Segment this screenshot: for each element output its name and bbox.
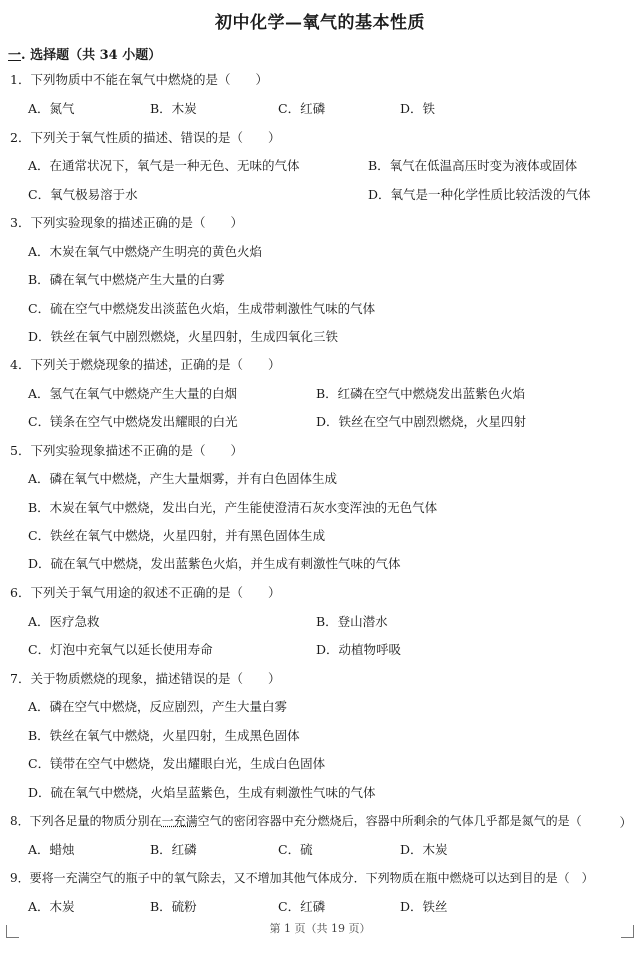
question-2-option-d: D．氧气是一种化学性质比较活泼的气体 — [368, 187, 591, 202]
question-5-option-c: C．铁丝在氧气中燃烧，火星四射，并有黑色固体生成 — [28, 528, 326, 543]
question-1-option-a: A．氮气 — [28, 101, 75, 116]
question-8-stem-underlined: 一充满 — [161, 814, 198, 828]
question-8-option-c: C．硫 — [278, 842, 313, 857]
section-heading — [8, 44, 161, 63]
question-2-stem: 2．下列关于氧气性质的描述、错误的是（ ） — [10, 130, 281, 145]
question-5-option-b: B．木炭在氧气中燃烧，发出白光，产生能使澄清石灰水变浑浊的无色气体 — [28, 500, 438, 515]
question-6-option-a: A．医疗急救 — [28, 614, 100, 629]
question-1-stem: 1．下列物质中不能在氧气中燃烧的是（ ） — [10, 72, 268, 87]
question-2-option-c: C．氧气极易溶于水 — [28, 187, 138, 202]
question-7-option-a: A．磷在空气中燃烧，反应剧烈，产生大量白雾 — [28, 699, 288, 714]
question-4-stem: 4．下列关于燃烧现象的描述，正确的是（ ） — [10, 357, 281, 372]
question-4-option-d: D．铁丝在空气中剧烈燃烧，火星四射 — [316, 414, 527, 429]
question-8-stem-end: ） — [619, 815, 632, 830]
question-2-option-b: B．氧气在低温高压时变为液体或固体 — [368, 158, 578, 173]
question-8-stem-part-a: 8．下列各足量的物质分别在 — [10, 814, 162, 828]
question-8-option-d: D．木炭 — [400, 842, 448, 857]
question-6-option-d: D．动植物呼吸 — [316, 642, 402, 657]
question-5-option-d: D．硫在氧气中燃烧，发出蓝紫色火焰，并生成有刺激性气味的气体 — [28, 556, 401, 571]
question-7-option-c: C．镁带在空气中燃烧，发出耀眼白光，生成白色固体 — [28, 756, 326, 771]
question-9-option-d: D．铁丝 — [400, 899, 448, 914]
question-3-option-b: B．磷在氧气中燃烧产生大量的白雾 — [28, 272, 225, 287]
question-8-stem-part-b: 空气的密闭容器中充分燃烧后，容器中所剩余的气体几乎都是氮气的是（ — [197, 814, 582, 828]
section-number: 一 — [8, 48, 22, 63]
question-4-option-c: C．镁条在空气中燃烧发出耀眼的白光 — [28, 414, 238, 429]
question-9-stem: 9．要将一充满空气的瓶子中的氧气除去，又不增加其他气体成分．下列物质在瓶中燃烧可以达到目的是（ ） — [10, 871, 594, 885]
question-6-stem: 6．下列关于氧气用途的叙述不正确的是（ ） — [10, 585, 281, 600]
question-8-option-a: A．蜡烛 — [28, 842, 75, 857]
question-7-stem: 7．关于物质燃烧的现象，描述错误的是（ ） — [10, 671, 281, 686]
question-3-stem: 3．下列实验现象的描述正确的是（ ） — [10, 215, 243, 230]
question-9-option-c: C．红磷 — [278, 899, 326, 914]
question-7-option-d: D．硫在氧气中燃烧，火焰呈蓝紫色，生成有刺激性气味的气体 — [28, 785, 376, 800]
document-title: 初中化学—氧气的基本性质 — [215, 13, 425, 33]
question-4-option-a: A．氢气在氧气中燃烧产生大量的白烟 — [28, 386, 238, 401]
question-5-stem: 5．下列实验现象描述不正确的是（ ） — [10, 443, 243, 458]
question-1-option-b: B．木炭 — [150, 101, 197, 116]
question-1-option-c: C．红磷 — [278, 101, 326, 116]
question-9-option-b: B．硫粉 — [150, 899, 197, 914]
question-5-option-a: A．磷在氧气中燃烧，产生大量烟雾，并有白色固体生成 — [28, 471, 338, 486]
question-3-option-d: D．铁丝在氧气中剧烈燃烧，火星四射，生成四氧化三铁 — [28, 329, 339, 344]
question-8-option-b: B．红磷 — [150, 842, 197, 857]
section-label: . 选择题（共 34 小题） — [21, 48, 162, 63]
page-footer: 第 1 页（共 19 页） — [269, 922, 371, 935]
question-2-option-a: A．在通常状况下，氧气是一种无色、无味的气体 — [28, 158, 300, 173]
question-8-stem — [10, 813, 582, 829]
question-1-option-d: D．铁 — [400, 101, 436, 116]
question-4-option-b: B．红磷在空气中燃烧发出蓝紫色火焰 — [316, 386, 526, 401]
question-3-option-a: A．木炭在氧气中燃烧产生明亮的黄色火焰 — [28, 244, 263, 259]
question-3-option-c: C．硫在空气中燃烧发出淡蓝色火焰，生成带刺激性气味的气体 — [28, 301, 376, 316]
question-6-option-b: B．登山潜水 — [316, 614, 388, 629]
question-9-option-a: A．木炭 — [28, 899, 75, 914]
question-7-option-b: B．铁丝在氧气中燃烧，火星四射，生成黑色固体 — [28, 728, 300, 743]
question-6-option-c: C．灯泡中充氧气以延长使用寿命 — [28, 642, 213, 657]
